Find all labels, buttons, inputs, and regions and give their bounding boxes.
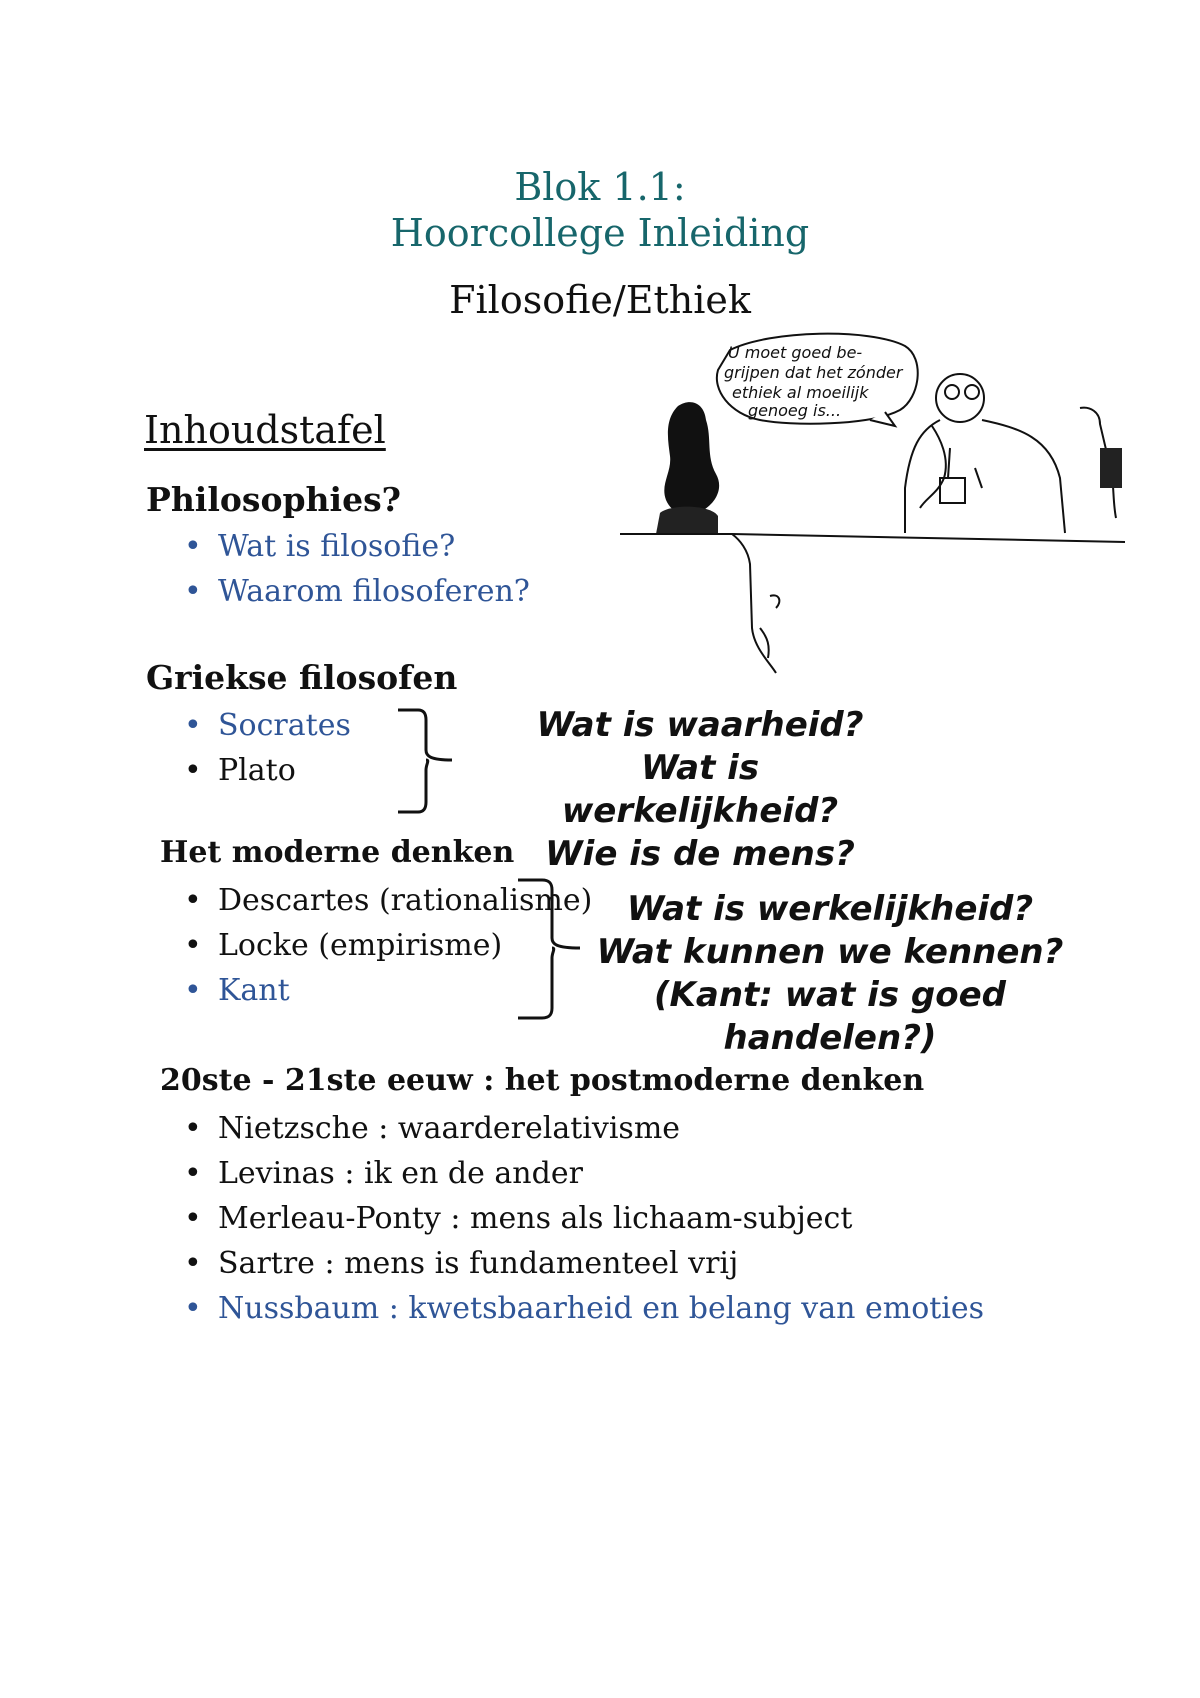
toc-link-waarom-filosoferen[interactable] (146, 569, 530, 614)
section-heading-griekse-filosofen: Griekse filosofen (146, 658, 458, 697)
speech-line-2: grijpen dat het zónder (724, 363, 903, 382)
bullet-icon: • (184, 928, 202, 963)
document-title-line-1: Blok 1.1: (514, 165, 686, 209)
bullet-icon: • (184, 529, 202, 564)
bullet-icon: • (184, 973, 202, 1008)
bullet-icon: • (184, 574, 202, 609)
bullet-icon: • (184, 1201, 202, 1236)
list-item-label: Kant (218, 973, 290, 1008)
modern-questions-note (580, 888, 1080, 1060)
list-item-label: Wat is filosofie? (218, 529, 456, 564)
bullet-icon: • (184, 708, 202, 743)
griekse-questions-note (500, 704, 900, 876)
list-item-label: Nietzsche : waarderelativisme (218, 1111, 681, 1146)
toc-link-socrates[interactable] (146, 703, 351, 748)
note-line: Wat is waarheid? (536, 705, 864, 745)
toc-link-nussbaum[interactable] (146, 1286, 984, 1331)
postmodern-list (146, 1106, 984, 1331)
bullet-icon: • (184, 753, 202, 788)
plant-shadow (1100, 448, 1122, 488)
speech-bubble (717, 334, 918, 426)
list-item-sartre (146, 1241, 984, 1286)
note-line: Wat is werkelijkheid? (626, 889, 1034, 929)
list-item-nietzsche (146, 1106, 984, 1151)
list-item-merleau-ponty (146, 1196, 984, 1241)
note-line: Wie is de mens? (545, 834, 855, 874)
list-item-label: Plato (218, 753, 296, 788)
desk-and-couch (620, 534, 1125, 673)
therapist-figure (905, 374, 1065, 533)
bullet-icon: • (184, 883, 202, 918)
list-item-label: Nussbaum : kwetsbaarheid en belang van emoties (218, 1291, 985, 1326)
note-line: werkelijkheid? (561, 791, 839, 831)
note-line: (Kant: wat is goed (654, 975, 1006, 1015)
list-item-label: Socrates (218, 708, 351, 743)
curly-brace-modern (512, 876, 584, 1024)
bullet-icon: • (184, 1111, 202, 1146)
section-heading-postmoderne-denken: 20ste - 21ste eeuw : het postmoderne denken (160, 1063, 925, 1098)
curly-brace-griekse (392, 706, 456, 818)
list-item-plato (146, 748, 351, 793)
section-heading-moderne-denken: Het moderne denken (160, 835, 515, 870)
bullet-icon: • (184, 1246, 202, 1281)
philosophies-list (146, 524, 530, 614)
therapist-cartoon-illustration (620, 328, 1130, 678)
list-item-label: Waarom filosoferen? (218, 574, 530, 609)
document-title-line-2: Hoorcollege Inleiding (390, 211, 810, 255)
speech-line-1: U moet goed be- (728, 343, 863, 362)
list-item-levinas (146, 1151, 984, 1196)
griekse-list (146, 703, 351, 793)
patient-figure (656, 402, 719, 534)
bullet-icon: • (184, 1291, 202, 1326)
bullet-icon: • (184, 1156, 202, 1191)
list-item-label: Levinas : ik en de ander (218, 1156, 583, 1191)
speech-line-4: genoeg is... (748, 401, 842, 420)
list-item-label: Sartre : mens is fundamenteel vrij (218, 1246, 739, 1281)
toc-heading: Inhoudstafel (144, 408, 386, 452)
list-item-label: Locke (empirisme) (218, 928, 503, 963)
toc-link-wat-is-filosofie[interactable] (146, 524, 530, 569)
list-item-label: Descartes (rationalisme) (218, 883, 593, 918)
speech-line-3: ethiek al moeilijk (732, 383, 869, 402)
document-subtitle: Filosofie/Ethiek (449, 278, 751, 322)
note-line: Wat kunnen we kennen? (596, 932, 1064, 972)
note-line: Wat is (640, 748, 760, 788)
list-item-label: Merleau-Ponty : mens als lichaam-subject (218, 1201, 853, 1236)
note-line: handelen?) (723, 1018, 937, 1058)
section-heading-philosophies: Philosophies? (146, 480, 401, 519)
